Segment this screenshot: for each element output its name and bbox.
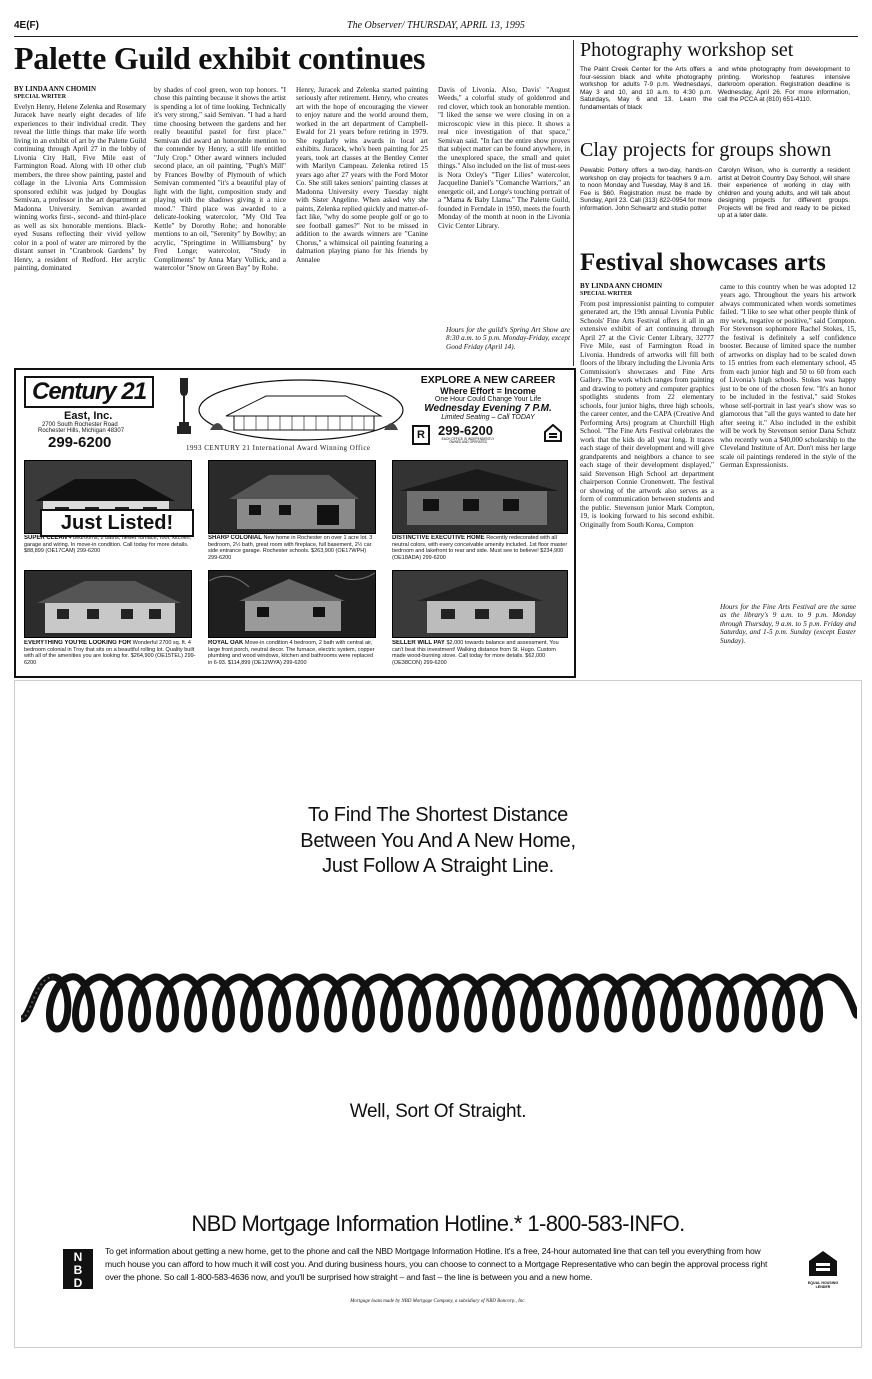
festival-byline-block	[580, 283, 714, 297]
palette-byline-block	[14, 86, 146, 100]
paper-dateline: The Observer/ THURSDAY, APRIL 13, 1995	[347, 20, 525, 31]
equal-housing-lender-icon	[803, 1249, 843, 1289]
nbd-footnote: Mortgage loans made by NBD Mortgage Company, a subsidiary of NBD Bancorp., Inc.	[350, 1299, 526, 1304]
festival-headline: Festival showcases arts	[580, 249, 826, 276]
clay-column-2: Carolyn Wilson, who is currently a resident artist at Detroit Country Day School, will share their experience of working in clay with children and young adults, and will talk about designing projects for different groups. Projects will be fired and ready to be picked up at a later date.	[718, 167, 850, 220]
nbd-hotline: NBD Mortgage Information Hotline.* 1-800-583-INFO.	[191, 1211, 685, 1236]
listing-title: SELLER WILL PAY	[392, 640, 445, 646]
palette-headline: Palette Guild exhibit continues	[14, 40, 426, 76]
festival-column-1: From post impressionist painting to computer generated art, the 19th annual Livonia Public Schools' Fine Arts Festival offers it all in an extensive exhibit of art continuing through April 27 at the Civic Center Library, 32777 Five Mile, east of Farmington Road in Livonia. Hundreds of artworks will fill both floors of the library including the Livonia Arts Commission's showcases and Fine Arts Gallery. The work which ranges from painting and drawing to pottery and computer graphics spotlights students from 22 elementary schools, four junior highs, three high schools, the career center, and the CAPA (Creative And Performing Arts) program at Churchill High School. "The Fine Arts Festival celebrates the work that the kids do all year long. It traces each stage of their development and will give grandparents and neighbors a chance to see each stage of their development displayed," said Stevenson High School art department chairperson Connie Cronenwett. The festival or showing of the artwork also serves as a form of communication between students and the public. Stevenson junior Mark Compton, 19, is looking forward to his second exhibit. Originally from South Korea, Compton	[580, 300, 714, 529]
listing-caption-3	[392, 535, 568, 567]
equal-housing-lender-text: EQUAL HOUSING LENDER	[807, 1281, 839, 1289]
palette-column-4: Davis of Livonia. Also, Davis' "August Weeds," a colorful study of goldenrod and red clover, which took an honorable mention. "I liked the sense we were closing in on a microscopic view in this piece. It shows a real nice investigation of that space," Semivan said. "In fact the entire show proves that subject matter can be found anywhere, in the unexplored space, the small and quiet things." Also included on the list of must-sees is Nora Oxley's "Tiger Lilies" watercolor, Jacqueline Daniel's "Comanche Warriors," an energetic oil, and Longe's touching portrait of a "Mama & Baby Llama." The Palette Guild, founded in Ferndale in 1950, meets the fourth Monday of the month at noon in the Livonia Civic Center Library.	[438, 86, 570, 230]
nbd-line-4: Well, Sort Of Straight.	[349, 1101, 527, 1122]
career-when: Wednesday Evening 7 P.M.	[424, 403, 552, 414]
equal-housing-icon	[544, 424, 562, 447]
byline: BY LINDA ANN CHOMIN	[14, 85, 96, 93]
masthead	[14, 18, 858, 37]
listing-text: Wonderful 2700 sq. ft. 4 bedroom colonial in Troy that sits on a beautiful rolling lot. Quality built with all of the amenities you are looking for. $264,900 (OE15TEL) 299-6200	[24, 640, 196, 666]
byline-role: SPECIAL WRITER	[14, 93, 67, 100]
byline: BY LINDA ANN CHOMIN	[580, 282, 662, 290]
career-subline-1: Where Effort = Income	[440, 386, 536, 396]
nbd-line-2: Between You And A New Home,	[300, 829, 576, 852]
career-box	[408, 374, 568, 447]
office-building-illustration	[196, 376, 406, 442]
century21-office: East, Inc.	[64, 410, 113, 422]
listing-text: Move-in condition 4 bedroom, 2 bath with central air, large front porch, neutral decor. The furnace, electric system, copper plumbing and wood windows, kitchen and bathrooms were replaced in 6-93. $114,899 (OE12WYA) 299-6200	[208, 640, 375, 666]
listing-title: ROYAL OAK	[208, 640, 244, 646]
century21-address2: Rochester Hills, Michigan 48307	[38, 428, 125, 434]
festival-hours: Hours for the Fine Arts Festival are the same as the library's 9 a.m. to 9 p.m. Monday through Thursday, 9 a.m. to 5 p.m. Friday and Saturday, and 1-5 p.m. Sunday (except Easter Sunday).	[720, 603, 856, 645]
squiggly-line-illustration	[21, 959, 857, 1051]
career-phone: 299-6200	[438, 423, 493, 438]
career-seating: Limited Seating – Call TODAY	[441, 414, 535, 421]
column-rule	[573, 40, 574, 366]
byline-role: SPECIAL WRITER	[580, 290, 633, 297]
listing-title: SUPER CLEAN	[24, 535, 68, 541]
photo-headline: Photography workshop set	[580, 39, 794, 61]
trophy-icon	[176, 376, 192, 436]
century21-logo-block	[24, 376, 174, 451]
clay-headline: Clay projects for groups shown	[580, 139, 832, 161]
listing-caption-2	[208, 535, 378, 567]
century21-address1: 2700 South Rochester Road	[42, 422, 118, 428]
listing-caption-4	[24, 640, 196, 672]
century21-logo: Century 21	[24, 376, 154, 408]
nbd-logo	[63, 1249, 93, 1289]
nbd-headline	[15, 803, 861, 880]
listing-photo-4	[24, 570, 192, 638]
listing-text: $2,000 towards balance and assessment. You can't beat this investment! Walking distance from St. Hugo. Custom made wood-burning stove. Call today for more details. $62,000 (OE38CON) 299-6200	[392, 640, 559, 666]
palette-hours: Hours for the guild's Spring Art Show are 8:30 a.m. to 5 p.m. Monday-Friday, except Good Friday (April 14).	[446, 326, 570, 351]
award-line: 1993 CENTURY 21 International Award Winning Office	[186, 444, 371, 452]
nbd-line-3: Just Follow A Straight Line.	[322, 855, 554, 878]
page-number: 4E(F)	[14, 20, 39, 31]
palette-column-3: Henry, Juracek and Zelenka started painting seriously after retirement. Henry, who creates art with the hope of encouraging the viewer to enjoy nature and the world around them, worked in the art department of Campbell-Ewald for 21 years before retiring in 1979. She regularly wins awards in local art exhibits. Juracek, who's been painting for 25 years, took art classes at the Bentley Center with Marilyn Campeau. Zelenka retired 15 years ago after 27 years with the Ford Motor Co. She still takes seniors' painting classes at Madonna University every Tuesday night with Sister Angeline. When asked why she paints, Zelenka replied quickly and matter-of-fact like, "why do some people golf or go to see football games?" Not to be missed in addition to the awards winners are "Canine Chorus," a whimsical oil painting featuring a dalmation playing piano for his friends by Annalee	[296, 86, 428, 264]
photo-column-2: and white photography from development to printing. Workshop features intensive darkroom operation. Registration deadline is Wednesday, April 26. For more information, call the PCCA at (810) 651-4110.	[718, 66, 850, 104]
listing-caption-5	[208, 640, 378, 672]
nbd-ad	[14, 680, 862, 1348]
palette-column-1: Evelyn Henry, Helene Zelenka and Rosemary Juracek have nearly eight decades of life experiences to their individual credit. They reveal the little things that make life worth living in an exhibit of art by the Palette Guild continuing through April 27 in the lobby of Livonia City Hall, Five Mile east of Farmington Road. Along with 10 other club members, the three show painting, pastel and collage in the Livonia Arts Commission sponsored exhibit was judged by Douglas Semivan, a professor in the art department at Madonna University. Semivan awarded winning works first-, second- and third-place as well as six honorable mentions. Black-eyed Susans reflecting their vivid yellow color in a pool of water are mirrored by the distant sunset in "Cranbrook Gardens" by Henry, a resident of Redford. Her acrylic painting, dominated	[14, 103, 146, 273]
palette-column-2: by shades of cool green, won top honors. "I chose this painting because it shows the artist is spending a lot of time looking. Technically it's very strong," said Semivan. "I had a hard time choosing between the gardens and her really beautiful pastel for first place." Semivan did award an honorable mention to the contender by Henry, a still life entitled "July Crop." Other award winners included second place, an oil painting, "Pugh's Mill" by Frances Bowlby of Plymouth of which Semivan commented "it's a beautiful play of light with the light, composition study and playing with the shadows giving it a nice mood." Third place was awarded to a delicate-looking watercolor, "My Old Tea Kettle" by Dorothy Rohe; and honorable mentions to an oil, "Serenity" by Bowlby; an acrylic, "Springtime in Williamsburg" by Fred Longe; watercolor, "Study in Compliments" by Anna Mary Vollick, and a watercolor "Snow on Green Bay" by Rohe.	[154, 86, 286, 273]
listing-title: DISTINCTIVE EXECUTIVE HOME	[392, 535, 485, 541]
career-subline-2: One Hour Could Change Your Life	[434, 396, 542, 403]
listing-photo-2	[208, 460, 376, 534]
listing-photo-5	[208, 570, 376, 638]
listing-caption-1	[24, 535, 196, 567]
century21-phone: 299-6200	[48, 434, 112, 451]
clay-column-1: Pewabic Pottery offers a two-day, hands-on workshop on clay projects for teachers 9 a.m. to noon Monday and Tuesday, May 8 and 16. Fee is $60. Registration must be made by Sunday, April 23. Call (313) 822-0954 for more information. John Schwartz and studio potter	[580, 167, 712, 212]
just-listed-banner: Just Listed!	[40, 509, 194, 537]
listing-text: Recently redecorated with all neutral colors, with every conceivable amenity included. 1st floor master bedroom and lakefront to rear and side. Must see to believe! $234,900 (OE18ADA) 299-6200	[392, 535, 568, 561]
photo-column-1: The Paint Creek Center for the Arts offers a four-session black and white photography workshop for adults 7-9 p.m. Wednesdays, May 3 and 10, and 10 a.m. to 4:30 p.m. Saturdays, May 6 and 13. Learn the fundamentals of black	[580, 66, 712, 111]
century21-ad	[14, 368, 576, 678]
listing-title: SHARP COLONIAL	[208, 535, 262, 541]
career-headline: EXPLORE A NEW CAREER	[420, 374, 556, 386]
festival-column-2: came to this country when he was adopted 12 years ago. Throughout the years his artwork always communicated when words sometimes failed. "I like to see what other people think of my work, negative or positive," said Compton. For Stevenson sophomore Rachel Stokes, 15, the festival is definitely a self confidence booster. Because of limited space the number of artworks on display had to be scaled down to 15 entries from each elementary school, 45 from each junior high and 50 to 60 from each of Livonia's high schools. Stokes was happy just to be one of the chosen few. "It's an honor to be included in the festival," said Stokes whose self-portrait in last year's show was so glamorous that "all the guys wanted to date her after seeing it." Also included in the exhibit will be work by Stevenson senior Dana Schutz who recently won a $40,000 scholarship to the Cleveland Institute of Art. Don't miss her large scale oil paintings rendered in the style of the German Expressionists.	[720, 283, 856, 470]
nbd-logo-text: NBD	[73, 1250, 83, 1290]
nbd-body: To get information about getting a new home, get to the phone and call the NBD Mortgage Information Hotline. It's a free, 24-hour automated line that can tell you everything from how much house you can afford to how much it will cost you. And during business hours, you can choose to connect to a Mortgage Representative who can begin the approval process right over the phone. So call 1-800-583-4636 now, and you'll be surprised how straight – and fast – the line is between you and a new home.	[105, 1246, 768, 1282]
listing-caption-6	[392, 640, 568, 672]
career-small-print: EACH OFFICE IS INDEPENDENTLY OWNED AND OPERATED	[441, 437, 495, 445]
listing-text: New home in Rochester on over 1 acre lot. 3 bedroom, 2½ bath, great room with fireplace, full basement, 2½ car side entrance garage. Rochester schools. $263,900 (OE17WPH) 299-6200	[208, 535, 373, 561]
realtor-icon: R	[412, 425, 430, 445]
listing-title: EVERYTHING YOU'RE LOOKING FOR	[24, 640, 132, 646]
listing-photo-3	[392, 460, 568, 534]
listing-text: 4 bedrooms, 2 baths, newer furnace, roof, kitchen, garage and wiring. In move-in condition. Call today for more details. $88,899 (OE17CAM) 299-6200	[24, 535, 192, 555]
listing-photo-6	[392, 570, 568, 638]
nbd-line-1: To Find The Shortest Distance	[308, 804, 568, 826]
